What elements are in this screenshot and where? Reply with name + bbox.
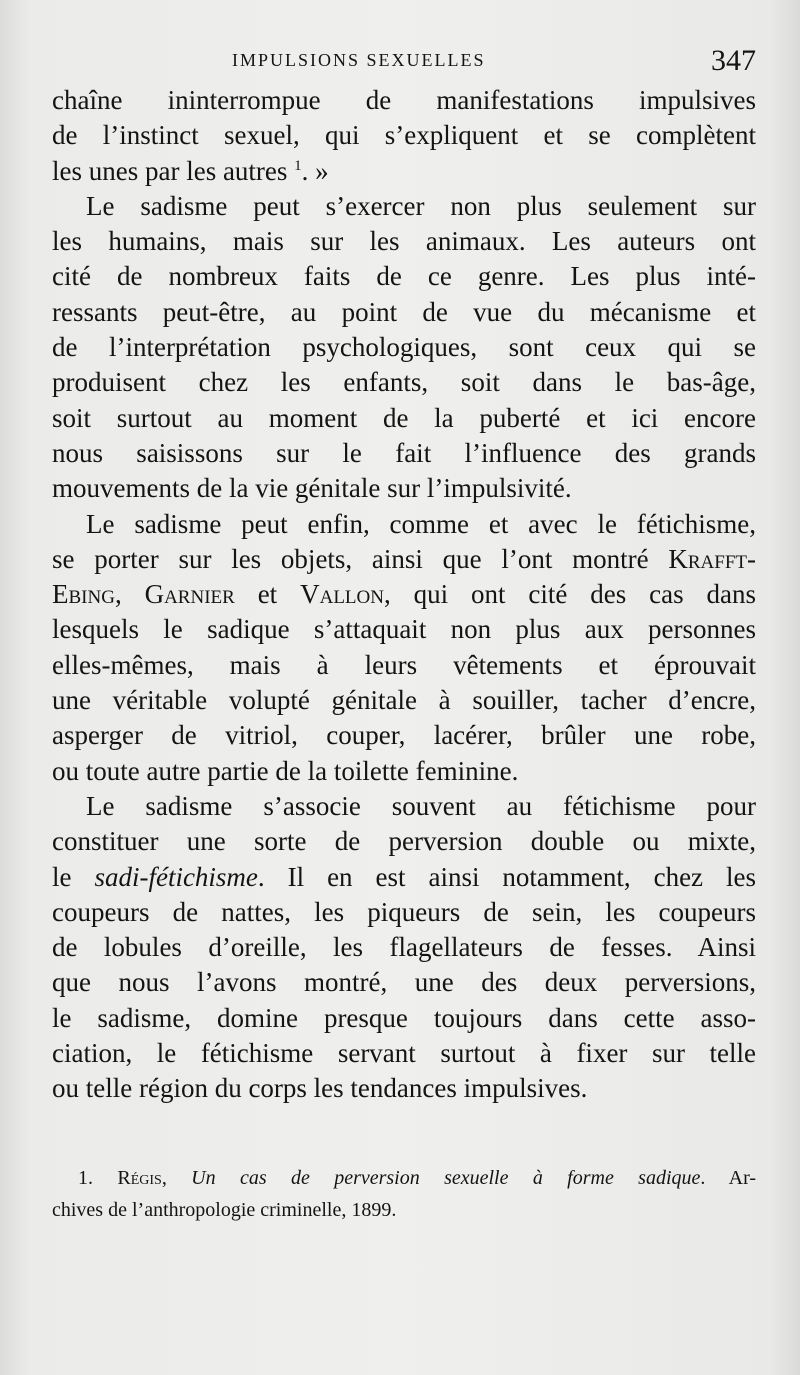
text-line: produisent chez les enfants, soit dans le bas-âge, bbox=[52, 367, 756, 398]
text-line bbox=[52, 542, 756, 577]
text-line: Le sadisme s’associe souvent au fétichisme pour bbox=[86, 790, 756, 821]
text-line: Le sadisme peut enfin, comme et avec le fétichisme, bbox=[86, 508, 756, 539]
text-line: de l’instinct sexuel, qui s’expliquent et se complètent bbox=[52, 120, 756, 151]
text-line: Le sadisme peut s’exercer non plus seulement sur bbox=[86, 190, 756, 221]
text-line: de lobules d’oreille, les flagellateurs de fesses. Ainsi bbox=[52, 932, 756, 963]
text-line: mouvements de la vie génitale sur l’impulsivité. bbox=[52, 473, 572, 504]
text-line: constituer une sorte de perversion double ou mixte, bbox=[52, 826, 756, 857]
text-fragment: les unes par les autres bbox=[52, 155, 288, 186]
text-line: le sadisme, domine presque toujours dans cette asso- bbox=[52, 1002, 756, 1033]
footnote-title: Un cas de perversion sexuelle à forme sadique bbox=[191, 1167, 701, 1189]
text-fragment: , bbox=[114, 579, 145, 610]
text-line: asperger de vitriol, couper, lacérer, brûler une robe, bbox=[52, 720, 756, 751]
italic-term: sadi-fétichisme bbox=[94, 861, 258, 892]
footnote-line bbox=[52, 1162, 756, 1194]
text-line: une véritable volupté génitale à souiller, tacher d’encre, bbox=[52, 685, 756, 716]
text-line: cité de nombreux faits de ce genre. Les plus inté- bbox=[52, 261, 756, 292]
main-text bbox=[52, 83, 756, 1107]
footnote-reference: 1 bbox=[294, 157, 302, 174]
author-name: Ebing bbox=[52, 579, 115, 610]
page-number: 347 bbox=[711, 44, 756, 77]
footnote-author: Régis bbox=[117, 1167, 162, 1189]
text-line: coupeurs de nattes, les piqueurs de sein, les coupeurs bbox=[52, 896, 756, 927]
footnote bbox=[52, 1162, 756, 1226]
text-fragment: , bbox=[161, 1167, 192, 1189]
text-line: de l’interprétation psychologiques, sont ceux qui se bbox=[52, 332, 756, 363]
text-line bbox=[52, 154, 756, 189]
footnote-line: chives de l’anthropologie criminelle, 1899. bbox=[52, 1199, 397, 1221]
page-header bbox=[52, 44, 756, 84]
author-name: Garnier bbox=[144, 579, 235, 610]
footnote-number: 1. bbox=[78, 1167, 93, 1189]
text-fragment: . Il en est ainsi notamment, chez les bbox=[257, 861, 756, 892]
text-line: que nous l’avons montré, une des deux perversions, bbox=[52, 967, 756, 998]
text-line: nous saisissons sur le fait l’influence des grands bbox=[52, 437, 756, 468]
text-line: les humains, mais sur les animaux. Les auteurs ont bbox=[52, 226, 756, 257]
text-fragment: le bbox=[52, 861, 95, 892]
text-line: chaîne ininterrompue de manifestations impulsives bbox=[52, 85, 756, 115]
text-line: ressants peut-être, au point de vue du mécanisme et bbox=[52, 296, 756, 327]
author-name: Krafft- bbox=[668, 543, 756, 574]
text-line: ciation, le fétichisme servant surtout à fixer sur telle bbox=[52, 1038, 756, 1069]
author-name: Vallon bbox=[300, 579, 384, 610]
text-line: ou toute autre partie de la toilette feminine. bbox=[52, 755, 519, 786]
text-fragment: se porter sur les objets, ainsi que l’ont montré bbox=[52, 543, 669, 574]
text-fragment: . Ar- bbox=[700, 1167, 757, 1189]
text-line: elles-mêmes, mais à leurs vêtements et éprouvait bbox=[52, 649, 756, 680]
text-fragment: et bbox=[234, 579, 301, 610]
text-line bbox=[52, 577, 756, 612]
text-line bbox=[52, 860, 756, 895]
running-title: IMPULSIONS SEXUELLES bbox=[232, 50, 486, 70]
text-line: lesquels le sadique s’attaquait non plus aux personnes bbox=[52, 614, 756, 645]
text-fragment: . » bbox=[301, 155, 329, 186]
text-line: soit surtout au moment de la puberté et ici encore bbox=[52, 402, 756, 433]
text-fragment: , qui ont cité des cas dans bbox=[383, 579, 756, 610]
text-line: ou telle région du corps les tendances impulsives. bbox=[52, 1073, 588, 1104]
